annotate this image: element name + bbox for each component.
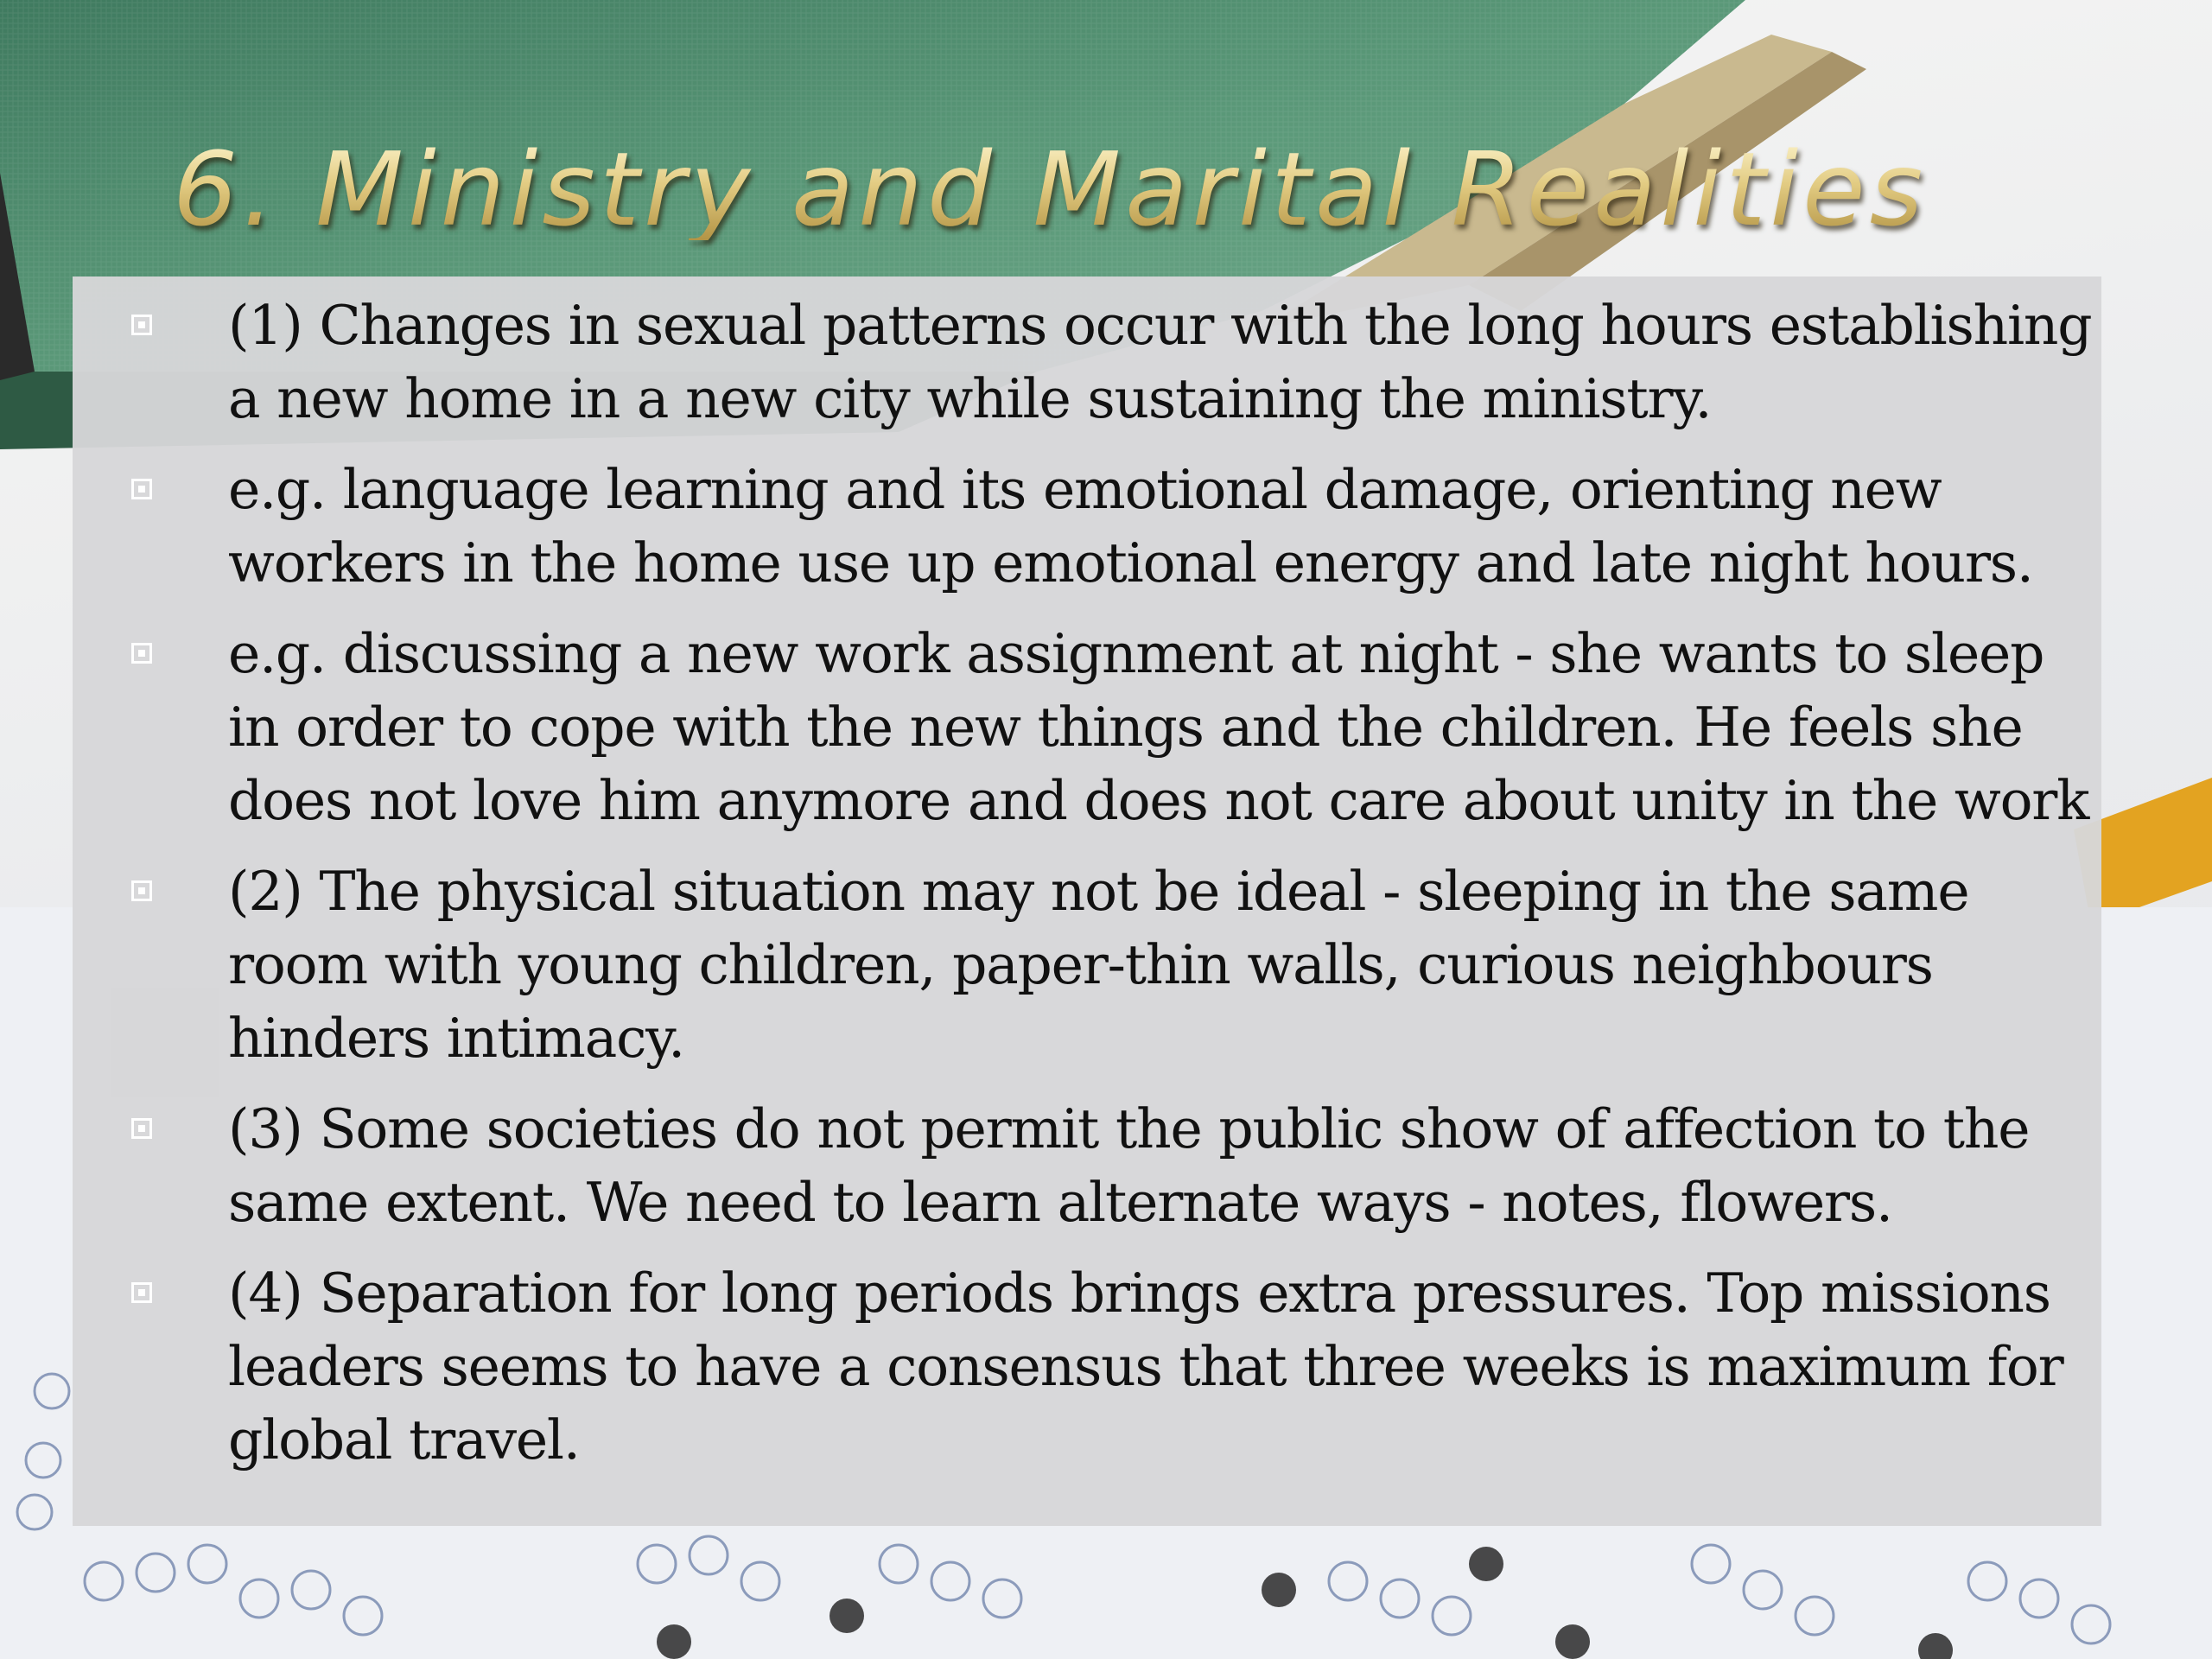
square-bullet-icon	[131, 315, 152, 335]
square-bullet-icon	[131, 643, 152, 664]
bullet-text: (2) The physical situation may not be ideal - sleeping in the same room with young children, paper-thin walls, curious neighbours hinders intimacy.	[228, 860, 1969, 1070]
bullet-item-3	[0, 617, 2108, 837]
square-bullet-icon	[131, 479, 152, 499]
bullet-item-5	[0, 1092, 2108, 1239]
bullet-item-1	[0, 289, 2108, 435]
bullet-item-2	[0, 453, 2108, 600]
bullet-text: (3) Some societies do not permit the public show of affection to the same extent. We need to learn alternate ways - notes, flowers.	[228, 1097, 2030, 1234]
bullet-item-6	[0, 1256, 2108, 1477]
bullet-list	[0, 289, 2108, 1494]
bullet-text: e.g. language learning and its emotional damage, orienting new workers in the home use up emotional energy and late night hours.	[228, 458, 2033, 594]
square-bullet-icon	[131, 880, 152, 901]
bullet-text: e.g. discussing a new work assignment at night - she wants to sleep in order to cope with the new things and the children. He feels she does not love him anymore and does not care about unity in the work	[228, 622, 2089, 832]
square-bullet-icon	[131, 1118, 152, 1139]
bullet-text: (4) Separation for long periods brings extra pressures. Top missions leaders seems to have a consensus that three weeks is maximum for global travel.	[228, 1262, 2063, 1471]
square-bullet-icon	[131, 1282, 152, 1303]
bullet-text: (1) Changes in sexual patterns occur with the long hours establishing a new home in a new city while sustaining the ministry.	[228, 294, 2092, 430]
bullet-item-4	[0, 855, 2108, 1075]
slide-title: 6. Ministry and Marital Realities	[173, 130, 1928, 249]
